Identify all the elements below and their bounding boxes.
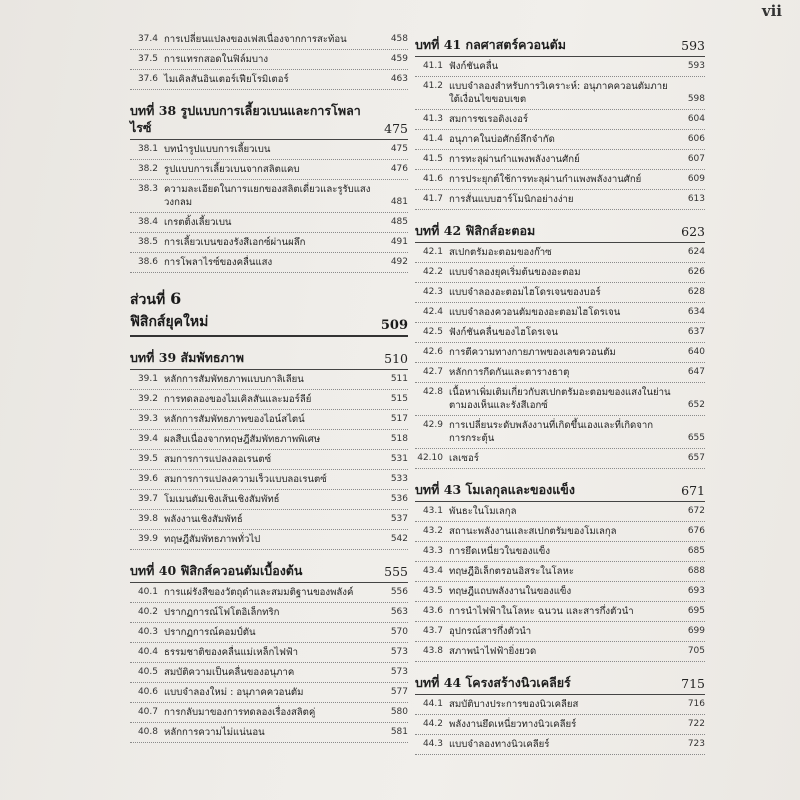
toc-entry [130, 450, 408, 470]
section-number: 39.7 [137, 494, 158, 504]
section-title: สภาพนำไฟฟ้ายิ่งยวด [449, 646, 537, 657]
section-number: 42.1 [422, 247, 443, 257]
toc-entry [415, 522, 705, 542]
page-number: 577 [390, 687, 408, 697]
chapter-page-number: 510 [384, 351, 408, 366]
page-number: 688 [687, 566, 705, 576]
page-number: 693 [687, 586, 705, 596]
section-title: การทดลองของไมเคิลสันและมอร์ลีย์ [164, 394, 312, 405]
page-number: 613 [687, 194, 705, 204]
chapter-heading [415, 30, 705, 57]
toc-entry [415, 715, 705, 735]
section-number: 39.5 [137, 454, 158, 464]
chapter-title: บทที่ 40 ฟิสิกส์ควอนตัมเบื้องต้น [130, 563, 303, 578]
section-title: หลักการสัมพัทธภาพของไอน์สไตน์ [164, 414, 305, 425]
section-number: 39.9 [137, 534, 158, 544]
section-number: 44.3 [422, 739, 443, 749]
section-number: 41.4 [422, 134, 443, 144]
section-number: 39.3 [137, 414, 158, 424]
section-number: 44.2 [422, 719, 443, 729]
section-title: หลักการกีดกันและตารางธาตุ [449, 367, 570, 378]
toc-entry [130, 30, 408, 50]
section-number: 39.6 [137, 474, 158, 484]
chapter-heading [130, 556, 408, 583]
chapter-heading [130, 343, 408, 370]
section-title: หลักการสัมพัทธภาพแบบกาลิเลียน [164, 374, 304, 385]
toc-entry [415, 57, 705, 77]
section-number: 43.2 [422, 526, 443, 536]
toc-entry [130, 623, 408, 643]
section-title: การตีความทางกายภาพของเลขควอนตัม [449, 347, 616, 358]
section-title: การแทรกสอดในฟิล์มบาง [164, 54, 269, 65]
page-number: 463 [390, 74, 408, 84]
section-title: ทฤษฎีสัมพัทธภาพทั่วไป [164, 534, 261, 545]
toc-entry [130, 470, 408, 490]
section-title: สมการการแปลงความเร็วแบบลอเรนตซ์ [164, 474, 327, 485]
page-number: 533 [390, 474, 408, 484]
page-roman-numeral: vii [761, 2, 782, 20]
section-title: การเลี้ยวเบนของรังสีเอกซ์ผ่านผลึก [164, 237, 306, 248]
section-number: 38.4 [137, 217, 158, 227]
toc-entry [415, 243, 705, 263]
section-number: 38.6 [137, 257, 158, 267]
section-title: แบบจำลองยุคเริ่มต้นของอะตอม [449, 267, 581, 278]
toc-entry [130, 50, 408, 70]
part-page-number: 509 [380, 318, 408, 333]
chapter-heading [415, 475, 705, 502]
section-title: การทะลุผ่านกำแพงพลังงานศักย์ [449, 154, 580, 165]
section-title: สเปกตรัมอะตอมของก๊าซ [449, 247, 552, 258]
section-title: แบบจำลองใหม่ : อนุภาคควอนตัม [164, 687, 304, 698]
section-title: ทฤษฎีแถบพลังงานในของแข็ง [449, 586, 572, 597]
toc-entry [415, 502, 705, 522]
section-number: 37.6 [137, 74, 158, 84]
page-number: 624 [687, 247, 705, 257]
page-number: 609 [687, 174, 705, 184]
section-number: 40.4 [137, 647, 158, 657]
toc-entry [130, 160, 408, 180]
chapter-title: บทที่ 44 โครงสร้างนิวเคลียร์ [415, 675, 571, 690]
section-number: 42.7 [422, 367, 443, 377]
toc-entry [130, 233, 408, 253]
section-number: 39.8 [137, 514, 158, 524]
page-number: 563 [390, 607, 408, 617]
toc-entry [415, 343, 705, 363]
section-title: ธรรมชาติของคลื่นแม่เหล็กไฟฟ้า [164, 647, 299, 658]
section-title: แบบจำลองทางนิวเคลียร์ [449, 739, 550, 750]
section-number: 40.1 [137, 587, 158, 597]
chapter-title: บทที่ 42 ฟิสิกส์อะตอม [415, 223, 536, 238]
toc-entry [130, 663, 408, 683]
page-number: 573 [390, 647, 408, 657]
section-number: 40.5 [137, 667, 158, 677]
section-title: การนำไฟฟ้าในโลหะ ฉนวน และสารกึ่งตัวนำ [449, 606, 634, 617]
toc-entry [415, 77, 705, 110]
page-number: 580 [390, 707, 408, 717]
toc-entry [415, 622, 705, 642]
toc-entry [415, 542, 705, 562]
toc-entry [130, 723, 408, 743]
section-number: 42.3 [422, 287, 443, 297]
section-title: การเปลี่ยนระดับพลังงานที่เกิดขึ้นเองและที่เกิดจากการกระตุ้น [449, 420, 654, 444]
section-number: 39.4 [137, 434, 158, 444]
page-number: 515 [390, 394, 408, 404]
page-number: 652 [687, 400, 705, 410]
page-number: 705 [687, 646, 705, 656]
toc-entry [415, 283, 705, 303]
page-number: 716 [687, 699, 705, 709]
section-title: โมเมนตัมเชิงเส้นเชิงสัมพัทธ์ [164, 494, 280, 505]
section-number: 43.5 [422, 586, 443, 596]
toc-entry [415, 735, 705, 755]
chapter-title: บทที่ 38 รูปแบบการเลี้ยวเบนและการโพลาไรซ์ [130, 103, 361, 135]
chapter-heading [415, 216, 705, 243]
toc-entry [415, 602, 705, 622]
section-number: 40.6 [137, 687, 158, 697]
page-number: 722 [687, 719, 705, 729]
page-number: 481 [390, 197, 408, 207]
section-title: แบบจำลองอะตอมไฮโดรเจนของบอร์ [449, 287, 601, 298]
page-number: 593 [687, 61, 705, 71]
part-label-text: ส่วนที่ [130, 292, 166, 308]
page-number: 672 [687, 506, 705, 516]
toc-entry [415, 383, 705, 416]
page-number: 537 [390, 514, 408, 524]
section-number: 43.7 [422, 626, 443, 636]
toc-entry [130, 683, 408, 703]
chapter-page-number: 475 [384, 121, 408, 136]
page-number: 511 [390, 374, 408, 384]
page-number: 458 [390, 34, 408, 44]
section-title: สมการชเรอดิงเงอร์ [449, 114, 529, 125]
section-title: สมการการแปลงลอเรนตซ์ [164, 454, 272, 465]
section-title: ปรากฏการณ์คอมป์ตัน [164, 627, 256, 638]
page-number: 517 [390, 414, 408, 424]
section-number: 42.6 [422, 347, 443, 357]
section-number: 38.3 [137, 184, 158, 194]
section-title: การประยุกต์ใช้การทะลุผ่านกำแพงพลังงานศักย์ [449, 174, 642, 185]
toc-entry [130, 253, 408, 273]
chapter-page-number: 671 [681, 483, 705, 498]
section-title: การสั่นแบบฮาร์โมนิกอย่างง่าย [449, 194, 574, 205]
section-number: 41.6 [422, 174, 443, 184]
section-number: 44.1 [422, 699, 443, 709]
chapter-page-number: 593 [681, 38, 705, 53]
section-title: ปรากฏการณ์โฟโตอิเล็กทริก [164, 607, 280, 618]
section-number: 42.9 [422, 420, 443, 430]
section-number: 41.5 [422, 154, 443, 164]
section-number: 43.8 [422, 646, 443, 656]
section-number: 38.5 [137, 237, 158, 247]
toc-entry [130, 70, 408, 90]
toc-entry [415, 150, 705, 170]
toc-entry [130, 390, 408, 410]
page-number: 581 [390, 727, 408, 737]
toc-entry [415, 562, 705, 582]
page-number: 695 [687, 606, 705, 616]
page-number: 606 [687, 134, 705, 144]
page-number: 476 [390, 164, 408, 174]
section-title: หลักการความไม่แน่นอน [164, 727, 265, 738]
page-number: 573 [390, 667, 408, 677]
page-number: 628 [687, 287, 705, 297]
section-title: เนื้อหาเพิ่มเติมเกี่ยวกับสเปกตรัมอะตอมของแสงในย่านตามองเห็นและรังสีเอกซ์ [449, 387, 671, 411]
chapter-title: บทที่ 39 สัมพัทธภาพ [130, 350, 244, 365]
page-number: 598 [687, 94, 705, 104]
section-number: 39.2 [137, 394, 158, 404]
toc-entry [130, 510, 408, 530]
toc-entry [415, 323, 705, 343]
section-title: การแผ่รังสีของวัตถุดำและสมมติฐานของพลังค์ [164, 587, 354, 598]
chapter-page-number: 715 [681, 676, 705, 691]
page-number: 556 [390, 587, 408, 597]
section-number: 42.4 [422, 307, 443, 317]
page-number: 657 [687, 453, 705, 463]
toc-left-column [130, 30, 408, 743]
page-number: 485 [390, 217, 408, 227]
section-title: อนุภาคในบ่อศักย์ลึกจำกัด [449, 134, 555, 145]
section-number: 42.10 [417, 453, 443, 463]
section-title: ฟังก์ชันคลื่น [449, 61, 499, 72]
section-title: รูปแบบการเลี้ยวเบนจากสลิตแคบ [164, 164, 300, 175]
section-number: 38.1 [137, 144, 158, 154]
page-number: 640 [687, 347, 705, 357]
toc-entry [130, 643, 408, 663]
section-title: เลเซอร์ [449, 453, 479, 464]
toc-entry [130, 603, 408, 623]
page-number: 723 [687, 739, 705, 749]
toc-entry [130, 180, 408, 213]
part-title: ฟิสิกส์ยุคใหม่ [130, 314, 209, 330]
page-number: 699 [687, 626, 705, 636]
section-title: ทฤษฎีอิเล็กตรอนอิสระในโลหะ [449, 566, 575, 577]
section-title: พลังงานเชิงสัมพัทธ์ [164, 514, 243, 525]
section-title: แบบจำลองควอนตัมของอะตอมไฮโดรเจน [449, 307, 621, 318]
section-number: 40.8 [137, 727, 158, 737]
section-title: เกรตติ้งเลี้ยวเบน [164, 217, 232, 228]
page-number: 685 [687, 546, 705, 556]
chapter-heading [130, 96, 408, 140]
toc-entry [130, 430, 408, 450]
toc-right-column [415, 30, 705, 755]
section-number: 43.6 [422, 606, 443, 616]
section-number: 42.2 [422, 267, 443, 277]
toc-entry [130, 213, 408, 233]
page-number: 531 [390, 454, 408, 464]
toc-entry [415, 170, 705, 190]
section-title: สถานะพลังงานและสเปกตรัมของโมเลกุล [449, 526, 617, 537]
section-title: ฟังก์ชันคลื่นของไฮโดรเจน [449, 327, 558, 338]
toc-entry [415, 642, 705, 662]
section-number: 39.1 [137, 374, 158, 384]
page-number: 491 [390, 237, 408, 247]
section-number: 38.2 [137, 164, 158, 174]
section-number: 43.1 [422, 506, 443, 516]
toc-entry [415, 449, 705, 469]
page-number: 492 [390, 257, 408, 267]
section-number: 37.4 [137, 34, 158, 44]
section-number: 43.4 [422, 566, 443, 576]
section-number: 40.3 [137, 627, 158, 637]
toc-entry [130, 703, 408, 723]
page-number: 655 [687, 433, 705, 443]
section-title: ไมเคิลสันอินเตอร์เฟียโรมิเตอร์ [164, 74, 289, 85]
section-number: 40.7 [137, 707, 158, 717]
toc-entry [415, 110, 705, 130]
page-number: 637 [687, 327, 705, 337]
page-number: 607 [687, 154, 705, 164]
toc-entry [415, 130, 705, 150]
toc-entry [130, 530, 408, 550]
part-label [130, 289, 408, 311]
section-title: การยึดเหนี่ยวในของแข็ง [449, 546, 551, 557]
page-number: 536 [390, 494, 408, 504]
section-title: สมบัติบางประการของนิวเคลียส [449, 699, 579, 710]
section-number: 41.7 [422, 194, 443, 204]
part-title-row [130, 311, 408, 333]
section-number: 42.8 [422, 387, 443, 397]
toc-entry [415, 695, 705, 715]
section-title: ความละเอียดในการแยกของสลิตเดี่ยวและรูรับแสงวงกลม [164, 184, 371, 208]
page-number: 542 [390, 534, 408, 544]
toc-entry [130, 490, 408, 510]
page-number: 676 [687, 526, 705, 536]
toc-entry [415, 416, 705, 449]
chapter-heading [415, 668, 705, 695]
page-number: 475 [390, 144, 408, 154]
toc-entry [415, 582, 705, 602]
toc-entry [130, 370, 408, 390]
section-number: 43.3 [422, 546, 443, 556]
section-title: อุปกรณ์สารกึ่งตัวนำ [449, 626, 532, 637]
toc-entry [130, 583, 408, 603]
section-title: พลังงานยึดเหนี่ยวทางนิวเคลียร์ [449, 719, 577, 730]
chapter-page-number: 623 [681, 224, 705, 239]
section-title: พันธะในโมเลกุล [449, 506, 517, 517]
section-number: 37.5 [137, 54, 158, 64]
chapter-page-number: 555 [384, 564, 408, 579]
toc-entry [130, 140, 408, 160]
part-heading [130, 289, 408, 337]
section-title: แบบจำลองสำหรับการวิเคราะห์: อนุภาคควอนตัมภายใต้เงื่อนไขขอบเขต [449, 81, 668, 105]
chapter-title: บทที่ 41 กลศาสตร์ควอนตัม [415, 37, 566, 52]
section-title: สมบัติความเป็นคลื่นของอนุภาค [164, 667, 295, 678]
page-number: 647 [687, 367, 705, 377]
section-title: การเปลี่ยนแปลงของเฟสเนื่องจากการสะท้อน [164, 34, 347, 45]
section-number: 41.1 [422, 61, 443, 71]
chapter-title: บทที่ 43 โมเลกุลและของแข็ง [415, 482, 575, 497]
page-number: 459 [390, 54, 408, 64]
section-number: 42.5 [422, 327, 443, 337]
page-number: 626 [687, 267, 705, 277]
page-number: 604 [687, 114, 705, 124]
section-number: 41.3 [422, 114, 443, 124]
section-number: 41.2 [422, 81, 443, 91]
section-title: การกลับมาของการทดลองเรื่องสลิตคู่ [164, 707, 316, 718]
toc-entry [415, 263, 705, 283]
toc-entry [415, 190, 705, 210]
toc-entry [415, 363, 705, 383]
toc-entry [415, 303, 705, 323]
part-number: 6 [170, 289, 182, 308]
page-number: 570 [390, 627, 408, 637]
toc-entry [130, 410, 408, 430]
section-title: บทนำรูปแบบการเลี้ยวเบน [164, 144, 271, 155]
section-number: 40.2 [137, 607, 158, 617]
page-number: 634 [687, 307, 705, 317]
page-number: 518 [390, 434, 408, 444]
section-title: การโพลาไรซ์ของคลื่นแสง [164, 257, 273, 268]
section-title: ผลสืบเนื่องจากทฤษฎีสัมพัทธภาพพิเศษ [164, 434, 321, 445]
